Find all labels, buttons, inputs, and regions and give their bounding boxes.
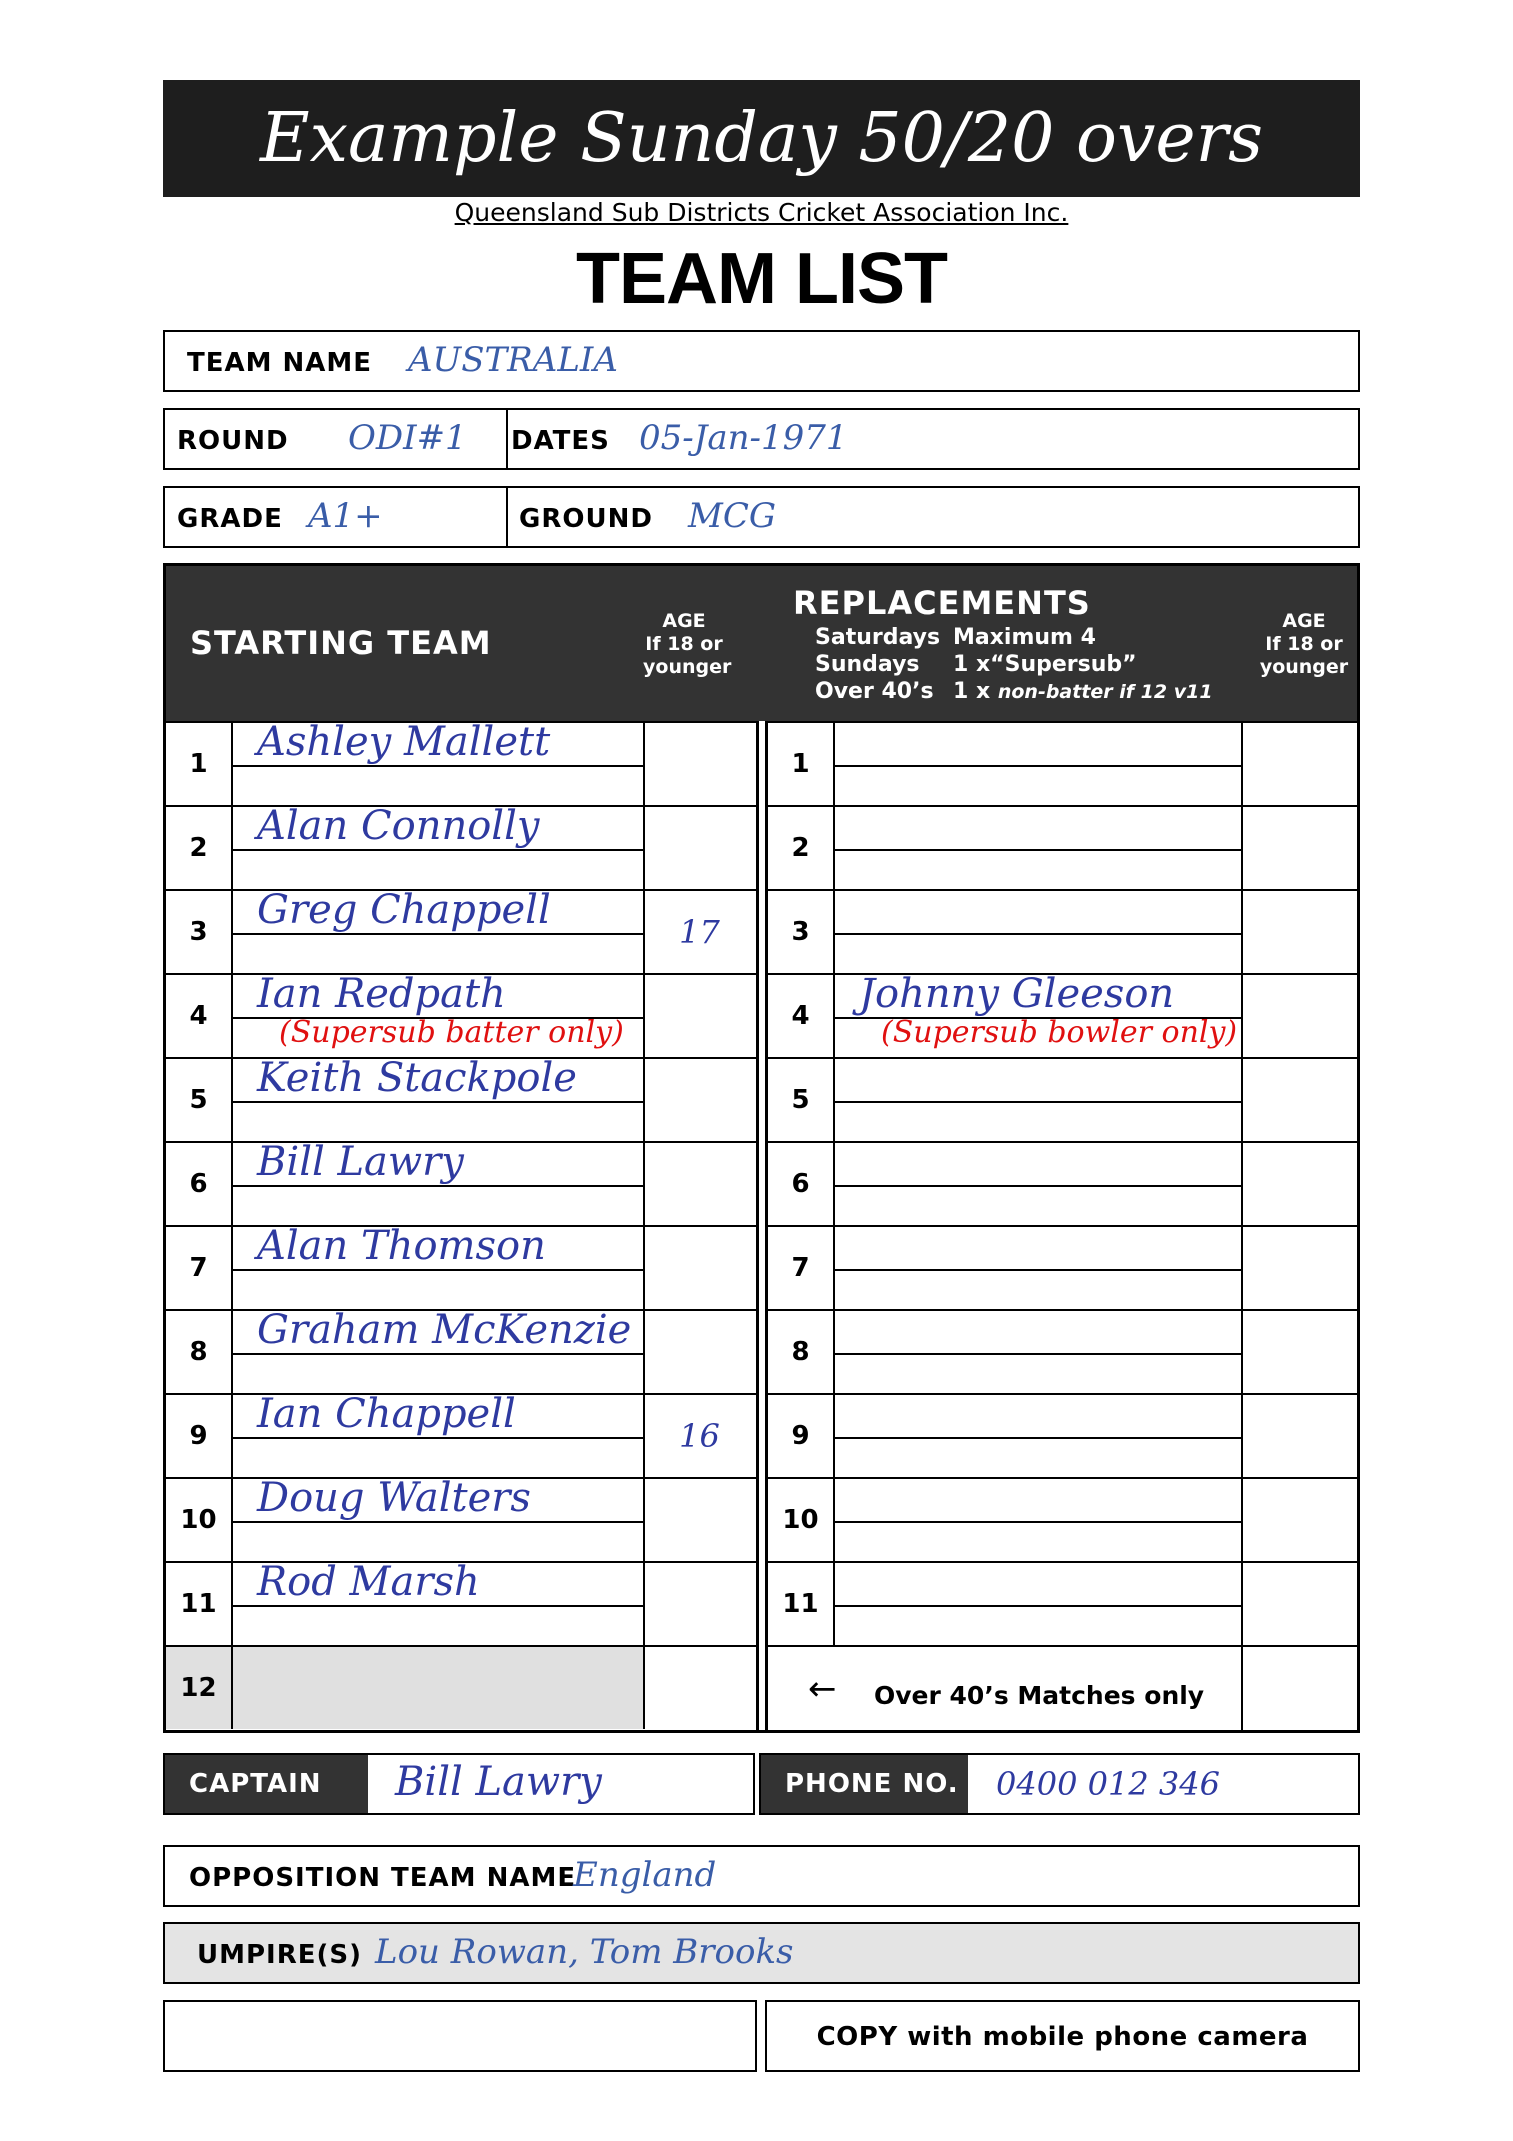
- captain-label: CAPTAIN: [165, 1755, 368, 1813]
- age-heading-right-line3: younger: [1259, 656, 1349, 678]
- rule-saturdays: [815, 624, 1213, 651]
- copy-note-box: [765, 2000, 1360, 2072]
- player-note: (Supersub batter only): [279, 1015, 624, 1050]
- row-midline: [833, 849, 1241, 851]
- replacement-age-cell[interactable]: [1243, 1057, 1357, 1141]
- phone-label: PHONE NO.: [761, 1755, 968, 1813]
- dates-label: DATES: [511, 426, 610, 456]
- team-name-box: [163, 330, 1360, 392]
- replacement-age-column: [1241, 721, 1357, 1733]
- round-value[interactable]: ODI#1: [348, 418, 467, 458]
- replacement-name-cell[interactable]: [833, 891, 1241, 973]
- grade-label: GRADE: [177, 504, 283, 534]
- page-title: TEAM LIST: [576, 239, 947, 319]
- replacement-age-cell[interactable]: [1243, 1477, 1357, 1561]
- replacement-age-cell[interactable]: [1243, 1225, 1357, 1309]
- row-midline: [833, 933, 1241, 935]
- row-number: 6: [768, 1143, 835, 1225]
- replacement-name-cell[interactable]: [833, 1395, 1241, 1477]
- row-midline: [231, 933, 643, 935]
- starting-age-cell[interactable]: [643, 1225, 756, 1309]
- team-grid: [163, 563, 1360, 1733]
- player-name-cell[interactable]: [231, 1647, 645, 1729]
- starting-age-cell[interactable]: [643, 1561, 756, 1645]
- row-number: 3: [166, 891, 233, 973]
- grid-header: [166, 566, 1357, 721]
- replacement-row: [768, 805, 1241, 889]
- replacement-age-cell[interactable]: [1243, 805, 1357, 889]
- rule-over40-value: 1 x: [953, 679, 991, 704]
- starting-row: [166, 1225, 643, 1309]
- phone-box: [759, 1753, 1360, 1815]
- row-midline: [833, 1353, 1241, 1355]
- replacement-name-cell[interactable]: [833, 807, 1241, 889]
- captain-value[interactable]: Bill Lawry: [395, 1759, 602, 1805]
- replacements-heading: REPLACEMENTS: [793, 584, 1091, 622]
- starting-age-cell[interactable]: [643, 805, 756, 889]
- replacement-row: [768, 1057, 1241, 1141]
- player-name: Keith Stackpole: [257, 1055, 577, 1101]
- rule-sundays: [815, 651, 1213, 678]
- rule-saturdays-label: Saturdays: [815, 625, 941, 650]
- starting-age-cell[interactable]: [643, 973, 756, 1057]
- starting-age-cell[interactable]: [643, 1057, 756, 1141]
- row-number: 11: [768, 1563, 835, 1645]
- row-number: 4: [768, 975, 835, 1057]
- row-number: 7: [166, 1227, 233, 1309]
- player-name-cell[interactable]: [231, 1139, 645, 1225]
- row-midline: [833, 1521, 1241, 1523]
- player-name-cell[interactable]: [231, 719, 645, 805]
- player-name-cell[interactable]: [231, 1307, 645, 1393]
- row-number: 7: [768, 1227, 835, 1309]
- player-name: Alan Connolly: [257, 803, 540, 849]
- rule-sundays-value: 1 x“Supersub”: [953, 652, 1137, 677]
- starting-row: [166, 1141, 643, 1225]
- starting-row: [166, 805, 643, 889]
- opposition-value[interactable]: England: [573, 1855, 717, 1895]
- player-name-cell[interactable]: [231, 887, 645, 973]
- row-midline: [833, 1437, 1241, 1439]
- player-name: Alan Thomson: [257, 1223, 546, 1269]
- over40-row: [768, 1645, 1241, 1733]
- player-name: Rod Marsh: [257, 1559, 480, 1605]
- age-heading-line1: AGE: [662, 610, 706, 632]
- starting-team-column: [166, 721, 643, 1733]
- opposition-label: OPPOSITION TEAM NAME: [189, 1863, 577, 1893]
- replacement-name-cell[interactable]: [833, 723, 1241, 805]
- player-name: Ian Redpath: [257, 971, 506, 1017]
- replacement-row: [768, 721, 1241, 805]
- player-name: Graham McKenzie: [257, 1307, 632, 1353]
- captain-box: [163, 1753, 755, 1815]
- rule-sundays-label: Sundays: [815, 652, 920, 677]
- replacement-row: [768, 1561, 1241, 1645]
- replacement-age-cell[interactable]: [1243, 1645, 1357, 1733]
- player-name: Ashley Mallett: [257, 719, 551, 765]
- replacement-age-cell[interactable]: [1243, 721, 1357, 805]
- replacement-row: [768, 1309, 1241, 1393]
- player-name: Ian Chappell: [257, 1391, 516, 1437]
- starting-row: [166, 1393, 643, 1477]
- replacement-name-cell[interactable]: [833, 971, 1241, 1057]
- starting-age-cell[interactable]: [643, 889, 756, 973]
- row-midline: [231, 1521, 643, 1523]
- association-name: Queensland Sub Districts Cricket Association Inc.: [454, 198, 1069, 227]
- replacements-rules: [815, 624, 1213, 706]
- player-name-cell[interactable]: [231, 971, 645, 1057]
- replacement-name-cell[interactable]: [833, 1563, 1241, 1645]
- row-number: 4: [166, 975, 233, 1057]
- player-name: Doug Walters: [257, 1475, 531, 1521]
- starting-row: [166, 1309, 643, 1393]
- umpires-label: UMPIRE(S): [197, 1940, 362, 1970]
- replacement-row: [768, 889, 1241, 973]
- replacement-row: [768, 973, 1241, 1057]
- player-age: 16: [679, 1417, 720, 1455]
- row-number: 3: [768, 891, 835, 973]
- rule-over40: [815, 678, 1213, 706]
- replacement-row: [768, 1141, 1241, 1225]
- row-number: 8: [166, 1311, 233, 1393]
- player-name-cell[interactable]: [231, 1055, 645, 1141]
- player-name-cell[interactable]: [231, 1223, 645, 1309]
- row-midline: [231, 765, 643, 767]
- player-name: Bill Lawry: [257, 1139, 464, 1185]
- starting-age-cell[interactable]: [643, 1141, 756, 1225]
- player-name-cell[interactable]: [231, 1559, 645, 1645]
- row-number: 10: [166, 1479, 233, 1561]
- starting-row: [166, 889, 643, 973]
- grade-value[interactable]: A1+: [308, 496, 383, 536]
- replacements-column: [768, 721, 1241, 1733]
- dates-value[interactable]: 05-Jan-1971: [639, 418, 848, 458]
- age-heading-right: [1251, 610, 1357, 679]
- starting-age-cell[interactable]: [643, 1309, 756, 1393]
- starting-row: [166, 1057, 643, 1141]
- replacement-age-cell[interactable]: [1243, 973, 1357, 1057]
- starting-row: [166, 1645, 643, 1729]
- replacement-age-cell[interactable]: [1243, 1393, 1357, 1477]
- player-name-cell[interactable]: [231, 1391, 645, 1477]
- center-divider: [756, 721, 768, 1733]
- banner-title: Example Sunday 50/20 overs: [163, 80, 1360, 197]
- row-midline: [231, 1185, 643, 1187]
- starting-age-cell[interactable]: [643, 721, 756, 805]
- row-midline: [833, 1605, 1241, 1607]
- rule-over40-label: Over 40’s: [815, 679, 934, 704]
- ground-value[interactable]: MCG: [688, 496, 776, 536]
- grade-ground-box: [163, 486, 1360, 548]
- row-midline: [231, 1605, 643, 1607]
- left-arrow-icon: ←: [808, 1669, 837, 1709]
- row-midline: [833, 1185, 1241, 1187]
- starting-row: [166, 721, 643, 805]
- blank-box[interactable]: [163, 2000, 757, 2072]
- row-number: 1: [768, 723, 835, 805]
- row-midline: [231, 1101, 643, 1103]
- row-number: 6: [166, 1143, 233, 1225]
- team-name-value[interactable]: AUSTRALIA: [408, 340, 618, 380]
- replacement-name-cell[interactable]: [833, 1479, 1241, 1561]
- row-number: 9: [166, 1395, 233, 1477]
- rule-saturdays-value: Maximum 4: [953, 625, 1096, 650]
- round-divider: [506, 410, 508, 468]
- row-number: 5: [768, 1059, 835, 1141]
- row-number: 12: [166, 1647, 233, 1729]
- phone-value[interactable]: 0400 012 346: [996, 1765, 1220, 1803]
- row-number: 2: [768, 807, 835, 889]
- row-number: 10: [768, 1479, 835, 1561]
- starting-row: [166, 1561, 643, 1645]
- row-midline: [833, 1269, 1241, 1271]
- umpires-value[interactable]: Lou Rowan, Tom Brooks: [375, 1932, 794, 1972]
- row-number: 11: [166, 1563, 233, 1645]
- replacement-name-cell[interactable]: [833, 1227, 1241, 1309]
- age-heading-line3: younger: [643, 656, 732, 678]
- grade-divider: [506, 488, 508, 546]
- replacement-age-cell[interactable]: [1243, 889, 1357, 973]
- umpires-box: [163, 1922, 1360, 1984]
- age-heading-left: [643, 610, 732, 679]
- replacement-name: Johnny Gleeson: [859, 971, 1175, 1017]
- row-midline: [833, 765, 1241, 767]
- player-name-cell[interactable]: [231, 803, 645, 889]
- player-name: Greg Chappell: [257, 887, 551, 933]
- replacement-name-cell[interactable]: [833, 1059, 1241, 1141]
- replacement-age-cell[interactable]: [1243, 1309, 1357, 1393]
- team-name-label: TEAM NAME: [187, 348, 373, 378]
- replacement-row: [768, 1393, 1241, 1477]
- copy-note: COPY with mobile phone camera: [816, 2022, 1309, 2052]
- player-age: 17: [679, 913, 720, 951]
- replacement-note: (Supersub bowler only): [881, 1015, 1238, 1050]
- starting-row: [166, 973, 643, 1057]
- replacement-name-cell[interactable]: [833, 1143, 1241, 1225]
- row-midline: [231, 1353, 643, 1355]
- replacement-name-cell[interactable]: [833, 1311, 1241, 1393]
- age-heading-line2: If 18 or: [645, 633, 723, 655]
- rule-over40-note: non-batter if 12 v11: [997, 681, 1213, 703]
- starting-team-heading: STARTING TEAM: [190, 624, 492, 662]
- replacement-age-cell[interactable]: [1243, 1561, 1357, 1645]
- row-number: 5: [166, 1059, 233, 1141]
- starting-age-cell[interactable]: [643, 1393, 756, 1477]
- row-midline: [833, 1101, 1241, 1103]
- round-dates-box: [163, 408, 1360, 470]
- row-midline: [231, 1269, 643, 1271]
- opposition-box: [163, 1845, 1360, 1907]
- row-number: 9: [768, 1395, 835, 1477]
- replacement-age-cell[interactable]: [1243, 1141, 1357, 1225]
- row-number: 1: [166, 723, 233, 805]
- starting-row: [166, 1477, 643, 1561]
- replacement-row: [768, 1477, 1241, 1561]
- age-heading-right-line2: If 18 or: [1265, 633, 1343, 655]
- age-heading-right-line1: AGE: [1282, 610, 1326, 632]
- replacement-row: [768, 1225, 1241, 1309]
- starting-age-cell[interactable]: [643, 1645, 756, 1729]
- over40-note: Over 40’s Matches only: [874, 1681, 1205, 1710]
- row-number: 2: [166, 807, 233, 889]
- starting-age-cell[interactable]: [643, 1477, 756, 1561]
- ground-label: GROUND: [519, 504, 653, 534]
- starting-age-column: [643, 721, 756, 1733]
- row-midline: [231, 849, 643, 851]
- row-midline: [231, 1437, 643, 1439]
- player-name-cell[interactable]: [231, 1475, 645, 1561]
- round-label: ROUND: [177, 426, 289, 456]
- row-number: 8: [768, 1311, 835, 1393]
